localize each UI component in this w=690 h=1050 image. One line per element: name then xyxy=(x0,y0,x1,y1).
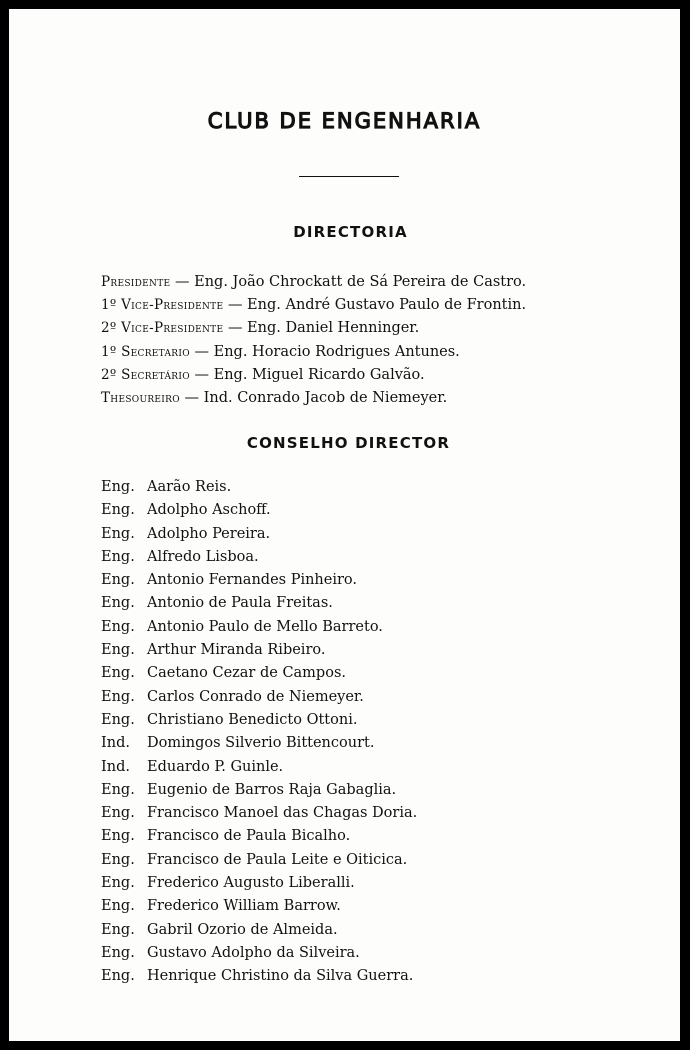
member-name: Antonio de Paula Freitas. xyxy=(147,595,333,612)
member-row xyxy=(101,499,417,522)
officer-row xyxy=(101,317,526,340)
member-name: Henrique Christino da Silva Guerra. xyxy=(147,968,414,985)
member-row xyxy=(101,662,417,685)
officer-role: 1º Secretario xyxy=(101,343,190,360)
member-name: Eduardo P. Guinle. xyxy=(147,758,284,775)
member-row xyxy=(101,546,417,569)
member-row xyxy=(101,825,417,848)
member-prefix: Eng. xyxy=(101,875,135,892)
officer-row xyxy=(101,387,526,410)
member-prefix: Ind. xyxy=(101,735,130,752)
member-name: Frederico Augusto Liberalli. xyxy=(147,875,355,892)
members-list xyxy=(101,476,417,989)
member-name: Antonio Paulo de Mello Barreto. xyxy=(147,618,383,635)
member-name: Alfredo Lisboa. xyxy=(147,548,259,565)
officer-name: — Eng. João Chrockatt de Sá Pereira de Castro. xyxy=(170,274,527,290)
member-prefix: Eng. xyxy=(101,851,135,868)
member-row xyxy=(101,476,417,499)
member-prefix: Eng. xyxy=(101,944,135,961)
member-row xyxy=(101,942,417,965)
directoria-heading: DIRECTORIA xyxy=(293,223,408,241)
member-prefix: Eng. xyxy=(101,665,135,682)
member-name: Eugenio de Barros Raja Gabaglia. xyxy=(147,781,397,798)
member-name: Adolpho Pereira. xyxy=(147,525,271,542)
member-row xyxy=(101,569,417,592)
member-row xyxy=(101,895,417,918)
officer-name: — Eng. Daniel Henninger. xyxy=(223,320,420,337)
member-row xyxy=(101,779,417,802)
member-name: Francisco de Paula Bicalho. xyxy=(147,828,351,845)
member-name: Gabril Ozorio de Almeida. xyxy=(147,921,338,938)
officer-role: Thesoureiro xyxy=(101,390,180,407)
member-row xyxy=(101,616,417,639)
officer-role: 1º Vice-Presidente xyxy=(101,297,224,314)
member-name: Christiano Benedicto Ottoni. xyxy=(147,711,358,728)
member-prefix: Eng. xyxy=(101,898,135,915)
officer-role: 2º Secretário xyxy=(101,366,190,383)
member-prefix: Eng. xyxy=(101,921,135,938)
member-row xyxy=(101,965,417,988)
officer-role: 2º Vice-Presidente xyxy=(101,320,224,337)
officer-name: — Eng. Horacio Rodrigues Antunes. xyxy=(189,343,460,360)
member-name: Francisco de Paula Leite e Oiticica. xyxy=(147,851,408,868)
member-prefix: Eng. xyxy=(101,479,135,495)
officer-row xyxy=(101,341,526,364)
member-row xyxy=(101,592,417,615)
member-row xyxy=(101,756,417,779)
officer-name: — Eng. André Gustavo Paulo de Frontin. xyxy=(223,297,527,314)
member-name: Caetano Cezar de Campos. xyxy=(147,665,346,682)
member-row xyxy=(101,872,417,895)
officer-name: — Eng. Miguel Ricardo Galvão. xyxy=(189,366,425,383)
officer-row xyxy=(101,294,526,317)
member-name: Arthur Miranda Ribeiro. xyxy=(147,642,326,659)
member-prefix: Eng. xyxy=(101,828,135,845)
document-page xyxy=(9,9,680,1041)
member-row xyxy=(101,639,417,662)
officer-row xyxy=(101,364,526,387)
member-prefix: Eng. xyxy=(101,502,135,519)
member-row xyxy=(101,732,417,755)
member-name: Aarão Reis. xyxy=(147,479,232,495)
officers-list xyxy=(101,271,526,410)
member-prefix: Eng. xyxy=(101,572,135,589)
member-name: Francisco Manoel das Chagas Doria. xyxy=(147,805,418,822)
member-prefix: Eng. xyxy=(101,711,135,728)
officer-row xyxy=(101,271,526,294)
page-title: CLUB DE ENGENHARIA xyxy=(207,109,482,133)
member-prefix: Eng. xyxy=(101,642,135,659)
member-prefix: Eng. xyxy=(101,525,135,542)
member-name: Antonio Fernandes Pinheiro. xyxy=(147,572,358,589)
member-name: Carlos Conrado de Niemeyer. xyxy=(147,688,364,705)
member-name: Frederico William Barrow. xyxy=(147,898,341,915)
member-row xyxy=(101,849,417,872)
member-name: Adolpho Aschoff. xyxy=(147,502,271,519)
member-row xyxy=(101,919,417,942)
member-name: Domingos Silverio Bittencourt. xyxy=(147,735,375,752)
officer-role: Presidente xyxy=(101,274,171,290)
member-row xyxy=(101,802,417,825)
member-prefix: Eng. xyxy=(101,688,135,705)
member-name: Gustavo Adolpho da Silveira. xyxy=(147,944,360,961)
member-prefix: Eng. xyxy=(101,968,135,985)
member-prefix: Eng. xyxy=(101,618,135,635)
member-prefix: Eng. xyxy=(101,595,135,612)
conselho-heading: CONSELHO DIRECTOR xyxy=(246,434,451,452)
member-row xyxy=(101,523,417,546)
member-row xyxy=(101,686,417,709)
member-prefix: Eng. xyxy=(101,805,135,822)
officer-name: — Ind. Conrado Jacob de Niemeyer. xyxy=(179,390,448,407)
title-divider xyxy=(299,176,399,177)
member-prefix: Eng. xyxy=(101,781,135,798)
member-prefix: Ind. xyxy=(101,758,130,775)
member-prefix: Eng. xyxy=(101,548,135,565)
member-row xyxy=(101,709,417,732)
